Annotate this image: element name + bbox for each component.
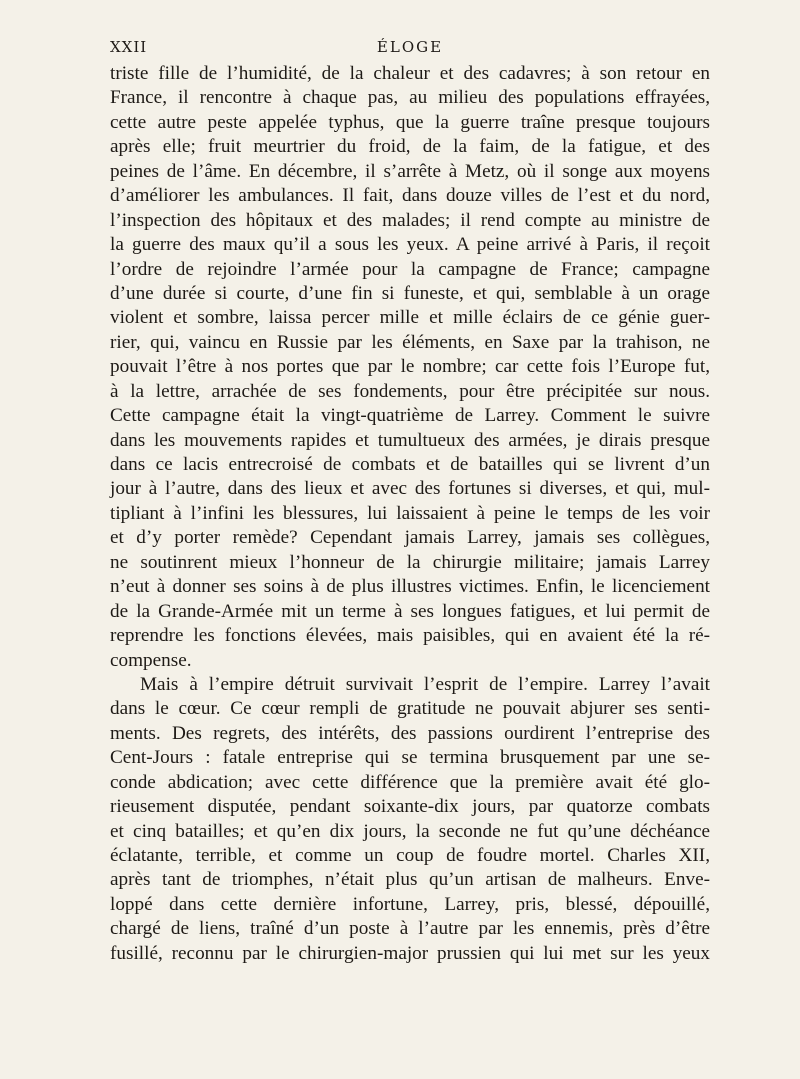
text-line: conde abdication; avec cette différence que la première avait été glo- bbox=[110, 771, 710, 793]
text-line: et d’y porter remède? Cependant jamais Larrey, jamais ses collègues, bbox=[110, 527, 710, 549]
page-number: XXII bbox=[110, 38, 148, 56]
text-line: loppé dans cette dernière infortune, Larrey, pris, blessé, dépouillé, bbox=[110, 893, 710, 915]
text-line: tipliant à l’infini les blessures, lui laissaient à peine le temps de les voir bbox=[110, 502, 710, 524]
text-line: n’eut à donner ses soins à de plus illustres victimes. Enfin, le licenciement bbox=[110, 576, 710, 598]
text-line: compense. bbox=[110, 649, 192, 671]
text-line: et cinq batailles; et qu’en dix jours, la seconde ne fut qu’une déchéance bbox=[110, 820, 710, 842]
text-line: fusillé, reconnu par le chirurgien-major prussien qui lui met sur les yeux bbox=[110, 942, 710, 964]
text-line: cette autre peste appelée typhus, que la guerre traîne presque toujours bbox=[110, 111, 710, 133]
text-line: peines de l’âme. En décembre, il s’arrête à Metz, où il songe aux moyens bbox=[110, 160, 710, 182]
page-header bbox=[110, 38, 710, 60]
text-line: France, il rencontre à chaque pas, au milieu des populations effrayées, bbox=[110, 87, 710, 109]
text-line: triste fille de l’humidité, de la chaleur et des cadavres; à son retour en bbox=[110, 63, 710, 84]
text-line: l’inspection des hôpitaux et des malades; il rend compte au ministre de bbox=[110, 209, 710, 231]
text-line: dans le cœur. Ce cœur rempli de gratitude ne pouvait abjurer ses senti- bbox=[110, 698, 710, 720]
text-line: reprendre les fonctions élevées, mais paisibles, qui en avaient été la ré- bbox=[110, 625, 710, 647]
text-line: Cette campagne était la vingt-quatrième de Larrey. Comment le suivre bbox=[110, 405, 710, 427]
text-line: pouvait l’être à nos portes que par le nombre; car cette fois l’Europe fut, bbox=[110, 356, 710, 378]
text-line: violent et sombre, laissa percer mille et mille éclairs de ce génie guer- bbox=[110, 307, 710, 329]
text-line: éclatante, terrible, et comme un coup de foudre mortel. Charles XII, bbox=[110, 845, 710, 866]
text-line: ments. Des regrets, des intérêts, des passions ourdirent l’entreprise des bbox=[110, 722, 710, 744]
text-line: de la Grande-Armée mit un terme à ses longues fatigues, et lui permit de bbox=[110, 600, 710, 622]
text-line: l’ordre de rejoindre l’armée pour la campagne de France; campagne bbox=[110, 258, 710, 280]
text-line: Cent-Jours : fatale entreprise qui se termina brusquement par une se- bbox=[110, 747, 710, 769]
text-line: la guerre des maux qu’il a sous les yeux. A peine arrivé à Paris, il reçoit bbox=[110, 234, 710, 256]
text-line: à la lettre, arrachée de ses fondements, pour être précipitée sur nous. bbox=[110, 380, 710, 402]
body-text bbox=[110, 62, 710, 966]
text-line: Mais à l’empire détruit survivait l’esprit de l’empire. Larrey l’avait bbox=[140, 673, 710, 695]
text-line: jour à l’autre, dans des lieux et avec des fortunes si diverses, et qui, mul- bbox=[110, 478, 710, 500]
text-line: après elle; fruit meurtrier du froid, de la faim, de la fatigue, et des bbox=[110, 136, 710, 158]
text-line: après tant de triomphes, n’était plus qu’un artisan de malheurs. Enve- bbox=[110, 869, 710, 891]
text-line: dans ce lacis entrecroisé de combats et de batailles qui se livrent d’un bbox=[110, 454, 710, 475]
text-line: d’améliorer les ambulances. Il fait, dans douze villes de l’est et du nord, bbox=[110, 185, 710, 207]
text-line: ne soutinrent mieux l’honneur de la chirurgie militaire; jamais Larrey bbox=[110, 551, 710, 573]
text-line: dans les mouvements rapides et tumultueux des armées, je dirais presque bbox=[110, 429, 710, 451]
text-line: rier, qui, vaincu en Russie par les éléments, en Saxe par la trahison, ne bbox=[110, 331, 710, 353]
running-title: ÉLOGE bbox=[376, 38, 444, 56]
text-line: d’une durée si courte, d’une fin si funeste, et qui, semblable à un orage bbox=[110, 282, 710, 304]
text-line: rieusement disputée, pendant soixante-dix jours, par quatorze combats bbox=[110, 796, 710, 818]
text-line: chargé de liens, traîné d’un poste à l’autre par les ennemis, près d’être bbox=[110, 918, 710, 940]
